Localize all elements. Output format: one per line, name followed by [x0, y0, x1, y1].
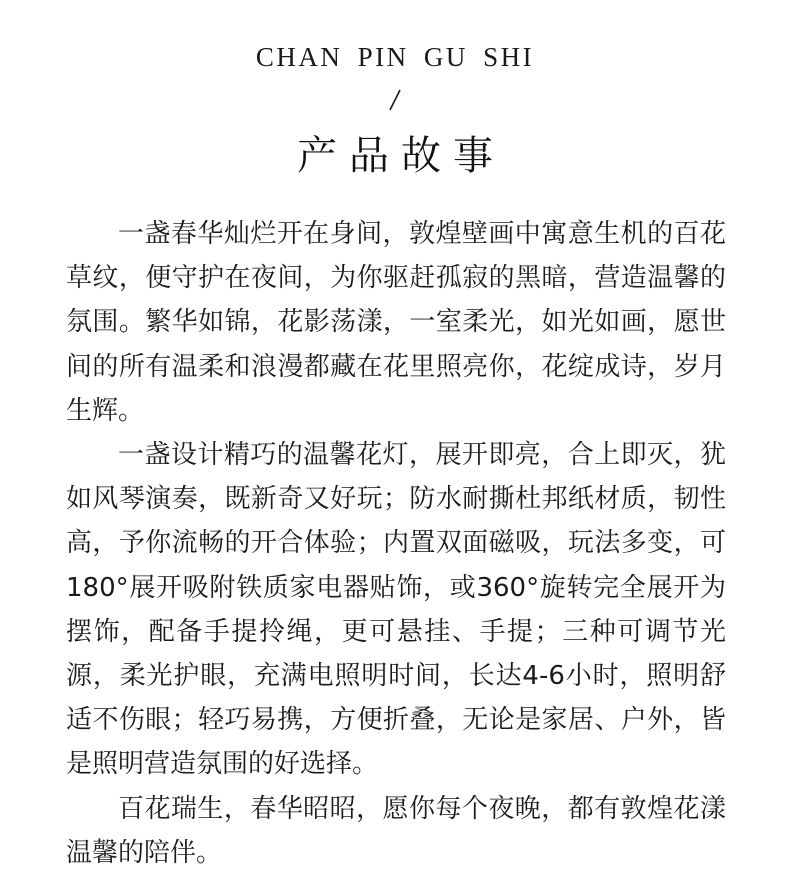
- story-paragraph-2: 一盏设计精巧的温馨花灯，展开即亮，合上即灭，犹如风琴演奏，既新奇又好玩；防水耐撕杜邦纸材质，韧性高，予你流畅的开合体验；内置双面磁吸，玩法多变，可180°展开吸附铁质家电器贴饰，或360°旋转完全展开为摆饰，配备手提拎绳，更可悬挂、手提；三种可调节光源，柔光护眼，充满电照明时间，长达4-6小时，照明舒适不伤眼；轻巧易携，方便折叠，无论是家居、户外，皆是照明营造氛围的好选择。: [66, 440, 726, 780]
- story-paragraph-3: 百花瑞生，春华昭昭，愿你每个夜晚，都有敦煌花漾温馨的陪伴。: [66, 793, 726, 868]
- page-title: 产品故事: [297, 133, 505, 179]
- story-paragraph-1: 一盏春华灿烂开在身间，敦煌壁画中寓意生机的百花草纹，便守护在夜间，为你驱赶孤寂的黑暗，营造温馨的氛围。繁华如锦，花影荡漾，一室柔光，如光如画，愿世间的所有温柔和浪漫都藏在花里照亮你，花绽成诗，岁月生辉。: [66, 219, 726, 426]
- pinyin-subtitle: CHAN PIN GU SHI: [255, 42, 535, 72]
- slash-divider-icon: [385, 88, 405, 112]
- story-body: [66, 212, 726, 875]
